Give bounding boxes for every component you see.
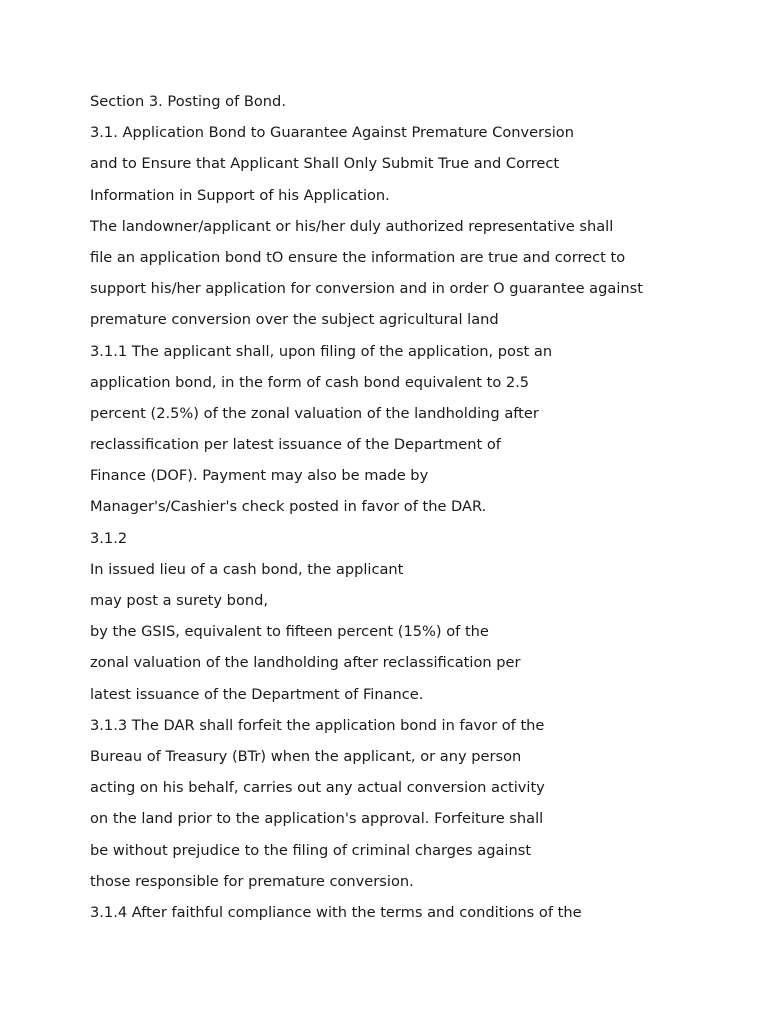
clause-number: 3.1.2 (90, 529, 128, 547)
text-line: percent (2.5%) of the zonal valuation of the landholding after (90, 404, 539, 422)
section-heading: Section 3. Posting of Bond. (90, 93, 286, 110)
text-line: reclassification per latest issuance of the Department of (90, 436, 501, 454)
text-line: on the land prior to the application's approval. Forfeiture shall (90, 810, 544, 828)
text-line: acting on his behalf, carries out any actual conversion activity (90, 779, 545, 797)
text-line: Finance (DOF). Payment may also be made by (90, 467, 429, 485)
text-line: and to Ensure that Applicant Shall Only Submit True and Correct (90, 155, 560, 173)
text-line: The landowner/applicant or his/her duly authorized representative shall (90, 217, 614, 235)
text-line: support his/her application for conversion and in order O guarantee against (90, 280, 643, 298)
text-line: Bureau of Treasury (BTr) when the applicant, or any person (90, 747, 522, 765)
text-line: Manager's/Cashier's check posted in favor of the DAR. (90, 498, 487, 516)
text-line: file an application bond tO ensure the information are true and correct to (90, 248, 626, 266)
text-line: 3.1.4 After faithful compliance with the terms and conditions of the (90, 903, 582, 921)
text-line: application bond, in the form of cash bond equivalent to 2.5 (90, 373, 530, 391)
text-line: Information in Support of his Application. (90, 186, 390, 204)
text-line: zonal valuation of the landholding after reclassification per (90, 654, 521, 672)
text-line: premature conversion over the subject agricultural land (90, 311, 499, 329)
text-line: by the GSIS, equivalent to fifteen percent (15%) of the (90, 623, 489, 641)
subsection-heading: 3.1. Application Bond to Guarantee Against Premature Conversion (90, 124, 574, 142)
text-line: be without prejudice to the filing of criminal charges against (90, 841, 532, 859)
text-line: In issued lieu of a cash bond, the applicant (90, 560, 404, 578)
text-line: latest issuance of the Department of Finance. (90, 685, 424, 703)
text-line: 3.1.1 The applicant shall, upon filing of the application, post an (90, 342, 553, 360)
text-line: those responsible for premature conversion. (90, 872, 414, 890)
text-line: 3.1.3 The DAR shall forfeit the application bond in favor of the (90, 716, 545, 734)
document-body (90, 86, 730, 928)
text-line: may post a surety bond, (90, 592, 269, 609)
